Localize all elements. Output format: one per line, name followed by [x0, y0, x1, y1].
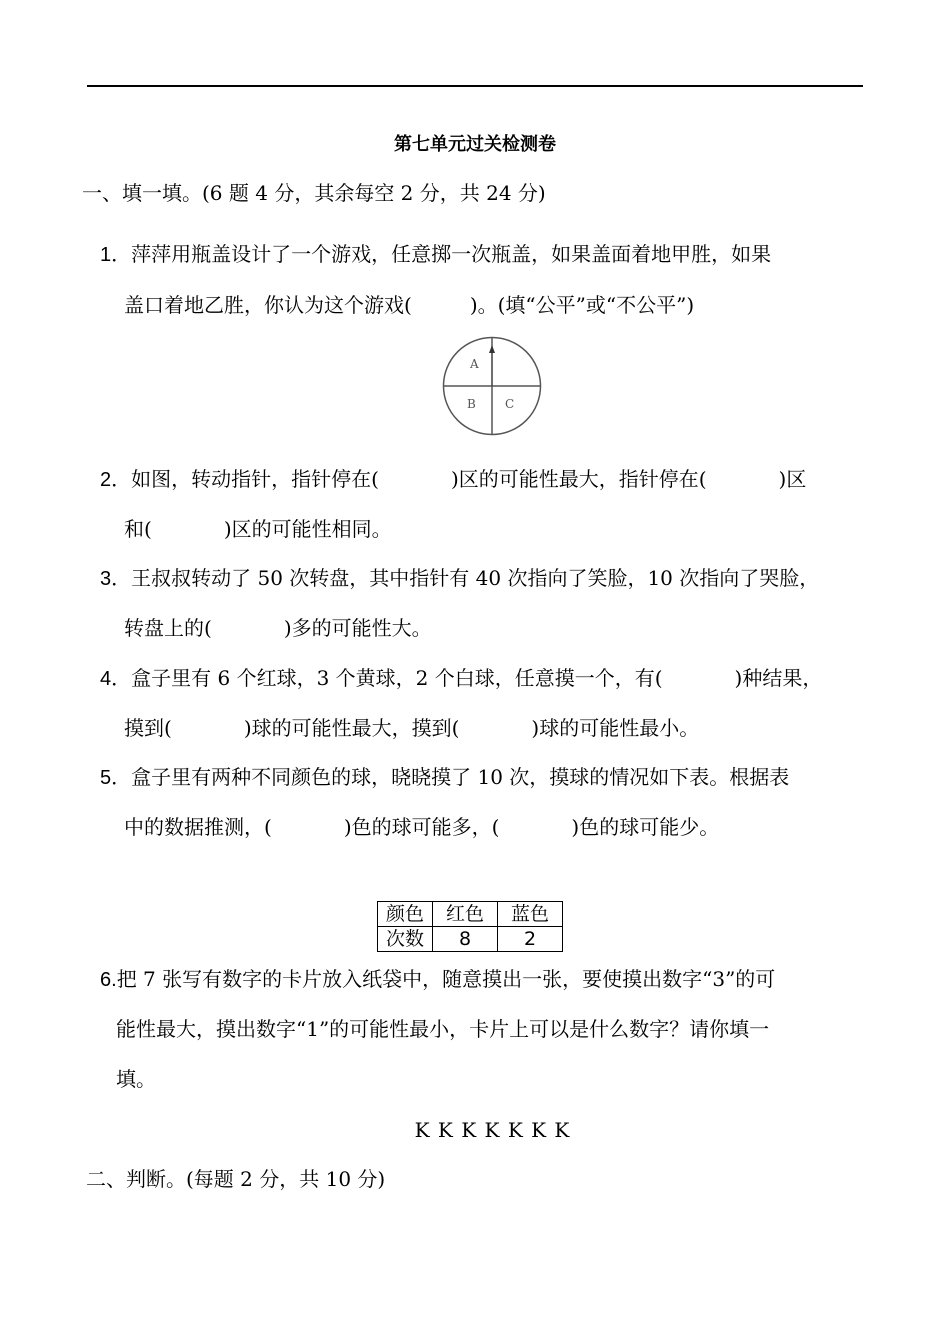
question-4-text-2b: )球的可能性最大，摸到( [243, 716, 460, 740]
question-3-line-2 [124, 615, 432, 641]
question-3-text-2a: 转盘上的( [124, 616, 212, 640]
question-6-text-1: 把 7 张写有数字的卡片放入纸袋中，随意摸出一张，要使摸出数字“3”的可 [116, 967, 776, 991]
question-5-text-2b: )色的球可能多，( [343, 815, 500, 839]
table-header-cell: 红色 [433, 902, 498, 927]
question-4-line-2 [124, 715, 699, 741]
section-2-heading: 二、判断。(每题 2 分，共 10 分) [86, 1167, 386, 1191]
spinner-pointer-arrowhead [489, 345, 495, 353]
table-header-cell: 颜色 [378, 902, 433, 927]
ball-count-table [377, 901, 563, 952]
question-2-line-2 [124, 516, 392, 542]
question-5-text-2a: 中的数据推测，( [124, 815, 272, 839]
question-1-text-1: 萍萍用瓶盖设计了一个游戏，任意掷一次瓶盖，如果盖面着地甲胜，如果 [131, 242, 772, 266]
table-cell: 8 [433, 927, 498, 952]
question-5-text-2c: )色的球可能少。 [571, 815, 720, 839]
question-4-text-2a: 摸到( [124, 716, 172, 740]
question-6-number: 6. [100, 969, 117, 991]
top-rule [87, 85, 863, 87]
question-4-line-1 [100, 665, 822, 692]
question-1-line-1 [100, 241, 771, 268]
question-5-line-1 [100, 764, 789, 791]
table-cell: 次数 [378, 927, 433, 952]
page-title: 第七单元过关检测卷 [394, 134, 556, 155]
question-2-number: 2． [100, 469, 132, 491]
question-5-number: 5． [100, 767, 132, 789]
card-row[interactable]: K K K K K K K [414, 1118, 571, 1142]
question-6-line-1 [100, 966, 775, 993]
table-cell: 2 [498, 927, 563, 952]
question-2-text-1b: )区的可能性最大，指针停在( [450, 467, 707, 491]
question-6-line-2: 能性最大，摸出数字“1”的可能性最小，卡片上可以是什么数字？请你填一 [116, 1017, 770, 1041]
question-3-text-2b: )多的可能性大。 [283, 616, 432, 640]
spinner-label-c: C [505, 397, 515, 411]
table-header-cell: 蓝色 [498, 902, 563, 927]
question-1-number: 1． [100, 244, 132, 266]
question-2-text-1a: 如图，转动指针，指针停在( [131, 467, 379, 491]
question-2-text-2b: )区的可能性相同。 [223, 517, 392, 541]
question-3-number: 3． [100, 568, 132, 590]
question-4-text-1b: )种结果， [734, 666, 823, 690]
question-1-text-2b: )。(填“公平”或“不公平”) [469, 293, 695, 317]
question-6-line-3: 填。 [116, 1067, 156, 1091]
table-header-row [378, 902, 563, 927]
table-row [378, 927, 563, 952]
question-2-line-1 [100, 466, 806, 493]
question-4-number: 4． [100, 668, 132, 690]
question-3-line-1 [100, 565, 819, 592]
question-1-line-2 [124, 292, 694, 318]
question-3-text-1: 王叔叔转动了 50 次转盘，其中指针有 40 次指向了笑脸，10 次指向了哭脸， [131, 566, 820, 590]
question-5-text-1: 盒子里有两种不同颜色的球，晓晓摸了 10 次，摸球的情况如下表。根据表 [131, 765, 790, 789]
question-5-line-2 [124, 814, 719, 840]
spinner-label-b: B [467, 397, 476, 411]
question-2-text-2a: 和( [124, 517, 152, 541]
question-2-text-1c: )区 [778, 467, 807, 491]
question-4-text-1a: 盒子里有 6 个红球，3 个黄球，2 个白球，任意摸一个，有( [131, 666, 663, 690]
spinner-label-a: A [470, 357, 479, 371]
question-4-text-2c: )球的可能性最小。 [531, 716, 700, 740]
section-1-heading: 一、填一填。(6 题 4 分，其余每空 2 分，共 24 分) [82, 181, 546, 205]
spinner-figure [440, 336, 544, 436]
question-1-text-2a: 盖口着地乙胜，你认为这个游戏( [124, 293, 412, 317]
